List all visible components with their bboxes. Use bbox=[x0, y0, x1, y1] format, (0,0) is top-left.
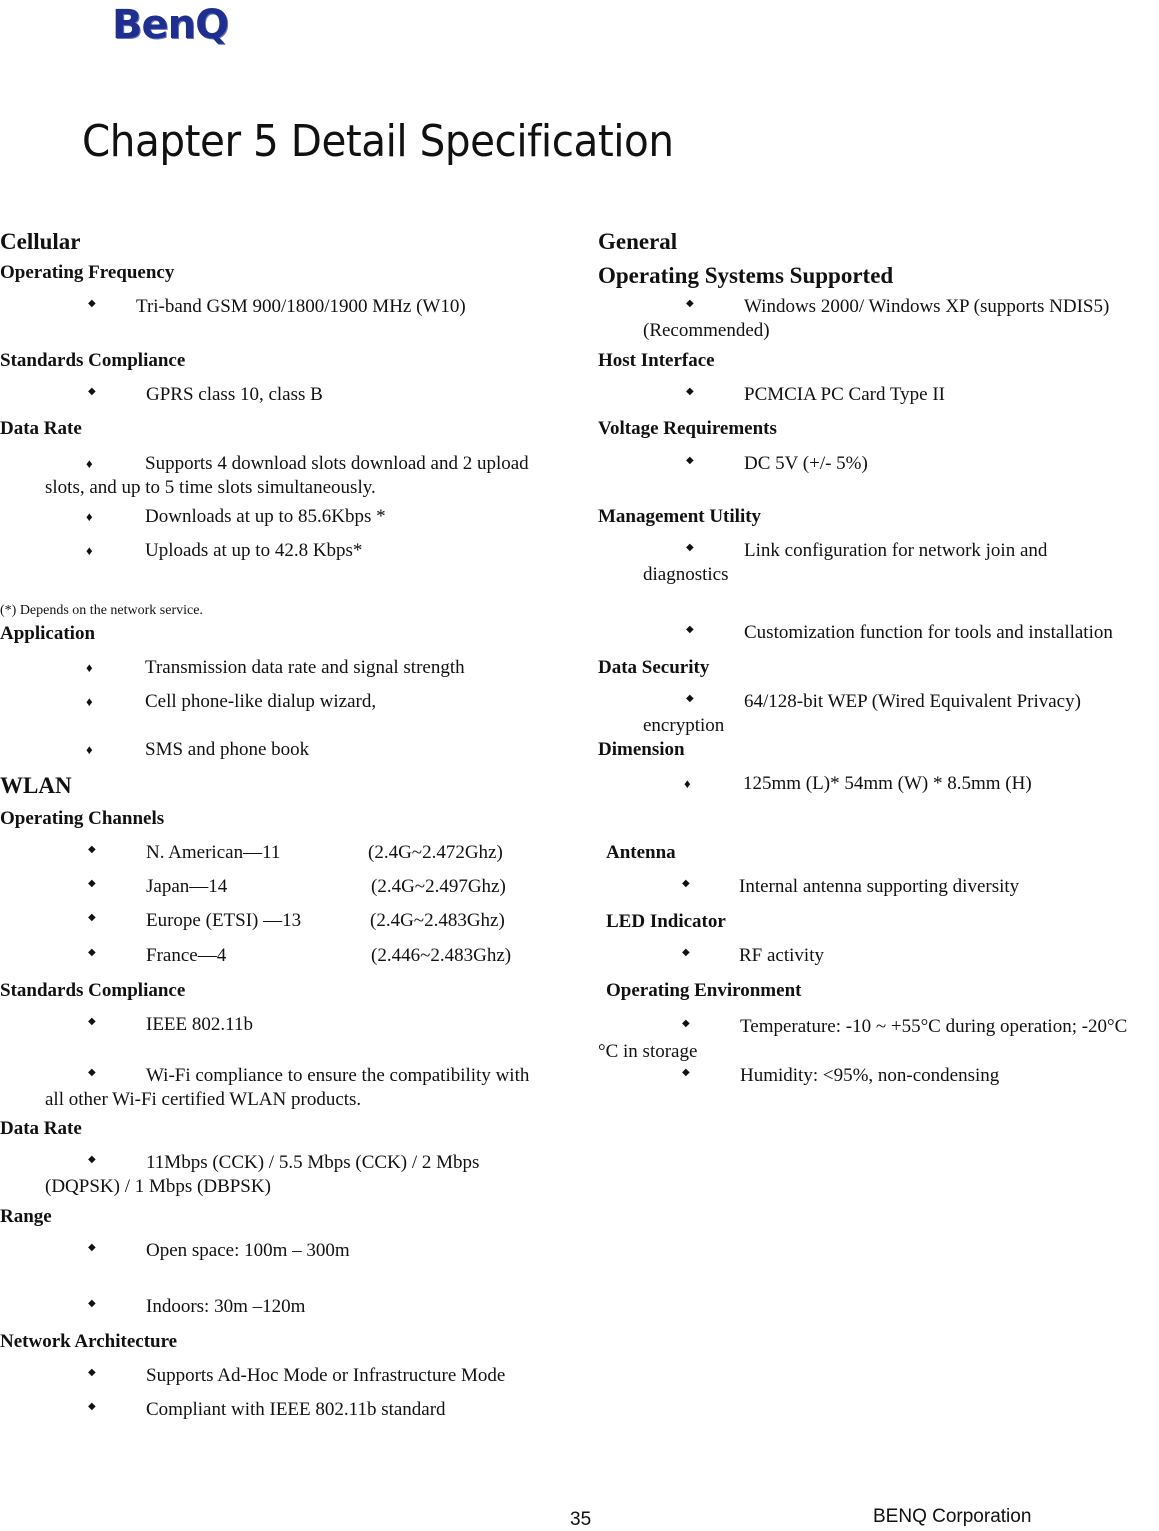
network-architecture-item: Supports Ad-Hoc Mode or Infrastructure Mode bbox=[146, 1365, 506, 1386]
channel-range: (2.4G~2.483Ghz) bbox=[370, 910, 505, 931]
chapter-title: Chapter 5 Detail Specification bbox=[82, 116, 674, 167]
channel-name: Europe (ETSI) —13 bbox=[146, 910, 302, 931]
operating-frequency-title: Operating Frequency bbox=[0, 262, 175, 283]
application-item: Cell phone-like dialup wizard, bbox=[145, 691, 377, 712]
operating-channels-title: Operating Channels bbox=[0, 808, 165, 829]
management-item: Link configuration for network join and bbox=[744, 540, 1048, 561]
bullet-square-icon: ◆ bbox=[686, 693, 694, 704]
antenna-title: Antenna bbox=[606, 842, 676, 863]
channel-name: France—4 bbox=[146, 945, 227, 966]
bullet-diamond-icon: ♦ bbox=[86, 660, 93, 675]
bullet-square-icon: ◆ bbox=[88, 1242, 96, 1253]
channel-range: (2.4G~2.497Ghz) bbox=[371, 876, 506, 897]
bullet-square-icon: ◆ bbox=[88, 878, 96, 889]
bullet-square-icon: ◆ bbox=[88, 1154, 96, 1165]
bullet-square-icon: ◆ bbox=[686, 386, 694, 397]
cellular-standards-title: Standards Compliance bbox=[0, 350, 186, 371]
bullet-square-icon: ◆ bbox=[686, 298, 694, 309]
bullet-square-icon: ◆ bbox=[682, 1018, 690, 1029]
bullet-diamond-icon: ♦ bbox=[86, 509, 93, 524]
dimension-title: Dimension bbox=[598, 739, 685, 760]
bullet-diamond-icon: ♦ bbox=[86, 694, 93, 709]
wlan-heading: WLAN bbox=[0, 773, 72, 798]
bullet-square-icon: ◆ bbox=[686, 455, 694, 466]
cellular-data-rate-item: Downloads at up to 85.6Kbps * bbox=[145, 506, 386, 527]
bullet-square-icon: ◆ bbox=[682, 947, 690, 958]
network-architecture-item: Compliant with IEEE 802.11b standard bbox=[146, 1399, 446, 1420]
bullet-diamond-icon: ♦ bbox=[684, 776, 691, 791]
wlan-data-rate-item-cont: (DQPSK) / 1 Mbps (DBPSK) bbox=[45, 1176, 271, 1197]
channel-name: N. American—11 bbox=[146, 842, 281, 863]
cellular-heading: Cellular bbox=[0, 229, 81, 254]
general-heading: General bbox=[598, 229, 678, 254]
bullet-diamond-icon: ♦ bbox=[86, 456, 93, 471]
environment-item: Temperature: -10 ~ +55°C during operation; -20°C bbox=[740, 1016, 1128, 1037]
wlan-standards-item: Wi-Fi compliance to ensure the compatibility with bbox=[146, 1065, 530, 1086]
bullet-square-icon: ◆ bbox=[88, 912, 96, 923]
range-title: Range bbox=[0, 1206, 52, 1227]
voltage-item: DC 5V (+/- 5%) bbox=[744, 453, 868, 474]
wlan-standards-item: IEEE 802.11b bbox=[146, 1014, 253, 1035]
environment-item: Humidity: <95%, non-condensing bbox=[740, 1065, 1000, 1086]
data-security-item: 64/128-bit WEP (Wired Equivalent Privacy) bbox=[744, 691, 1081, 712]
network-architecture-title: Network Architecture bbox=[0, 1331, 178, 1352]
dimension-item: 125mm (L)* 54mm (W) * 8.5mm (H) bbox=[743, 773, 1032, 794]
bullet-square-icon: ◆ bbox=[88, 1298, 96, 1309]
os-item-cont: (Recommended) bbox=[643, 320, 770, 341]
wlan-data-rate-item: 11Mbps (CCK) / 5.5 Mbps (CCK) / 2 Mbps bbox=[146, 1152, 480, 1173]
host-interface-title: Host Interface bbox=[598, 350, 715, 371]
cellular-data-rate-item: Supports 4 download slots download and 2 upload bbox=[145, 453, 529, 474]
bullet-diamond-icon: ♦ bbox=[86, 543, 93, 558]
bullet-square-icon: ◆ bbox=[682, 1067, 690, 1078]
page-number: 35 bbox=[570, 1509, 592, 1530]
cellular-standards-item: GPRS class 10, class B bbox=[146, 384, 323, 405]
channel-range: (2.446~2.483Ghz) bbox=[371, 945, 512, 966]
bullet-square-icon: ◆ bbox=[88, 1016, 96, 1027]
benq-logo: BenQ bbox=[112, 2, 229, 48]
bullet-square-icon: ◆ bbox=[686, 624, 694, 635]
bullet-square-icon: ◆ bbox=[88, 1401, 96, 1412]
bullet-diamond-icon: ♦ bbox=[86, 742, 93, 757]
bullet-square-icon: ◆ bbox=[88, 947, 96, 958]
operating-environment-title: Operating Environment bbox=[606, 980, 802, 1001]
footnote: (*) Depends on the network service. bbox=[0, 603, 203, 618]
environment-item-cont: °C in storage bbox=[598, 1041, 698, 1062]
os-supported-title: Operating Systems Supported bbox=[598, 263, 894, 288]
bullet-square-icon: ◆ bbox=[686, 542, 694, 553]
bullet-square-icon: ◆ bbox=[88, 1067, 96, 1078]
bullet-square-icon: ◆ bbox=[88, 386, 96, 397]
host-interface-item: PCMCIA PC Card Type II bbox=[744, 384, 946, 405]
bullet-square-icon: ◆ bbox=[88, 1367, 96, 1378]
led-indicator-title: LED Indicator bbox=[606, 911, 726, 932]
cellular-data-rate-item: Uploads at up to 42.8 Kbps* bbox=[145, 540, 363, 561]
management-item-cont: diagnostics bbox=[643, 564, 729, 585]
bullet-square-icon: ◆ bbox=[682, 878, 690, 889]
channel-name: Japan—14 bbox=[146, 876, 228, 897]
range-item: Indoors: 30m –120m bbox=[146, 1296, 306, 1317]
company-name: BENQ Corporation bbox=[873, 1506, 1032, 1527]
antenna-item: Internal antenna supporting diversity bbox=[739, 876, 1020, 897]
voltage-title: Voltage Requirements bbox=[598, 418, 777, 439]
management-item: Customization function for tools and installation bbox=[744, 622, 1113, 643]
application-title: Application bbox=[0, 623, 96, 644]
wlan-standards-title: Standards Compliance bbox=[0, 980, 186, 1001]
range-item: Open space: 100m – 300m bbox=[146, 1240, 350, 1261]
application-item: SMS and phone book bbox=[145, 739, 310, 760]
wlan-standards-item-cont: all other Wi-Fi certified WLAN products. bbox=[45, 1089, 362, 1110]
bullet-square-icon: ◆ bbox=[88, 844, 96, 855]
data-security-item-cont: encryption bbox=[643, 715, 725, 736]
bullet-square-icon: ◆ bbox=[88, 298, 96, 309]
management-utility-title: Management Utility bbox=[598, 506, 762, 527]
cellular-data-rate-item-cont: slots, and up to 5 time slots simultaneously. bbox=[45, 477, 376, 498]
os-item: Windows 2000/ Windows XP (supports NDIS5) bbox=[744, 296, 1110, 317]
operating-frequency-item: Tri-band GSM 900/1800/1900 MHz (W10) bbox=[136, 296, 466, 317]
data-security-title: Data Security bbox=[598, 657, 710, 678]
wlan-data-rate-title: Data Rate bbox=[0, 1118, 82, 1139]
led-indicator-item: RF activity bbox=[739, 945, 824, 966]
channel-range: (2.4G~2.472Ghz) bbox=[368, 842, 503, 863]
cellular-data-rate-title: Data Rate bbox=[0, 418, 82, 439]
application-item: Transmission data rate and signal strength bbox=[145, 657, 465, 678]
